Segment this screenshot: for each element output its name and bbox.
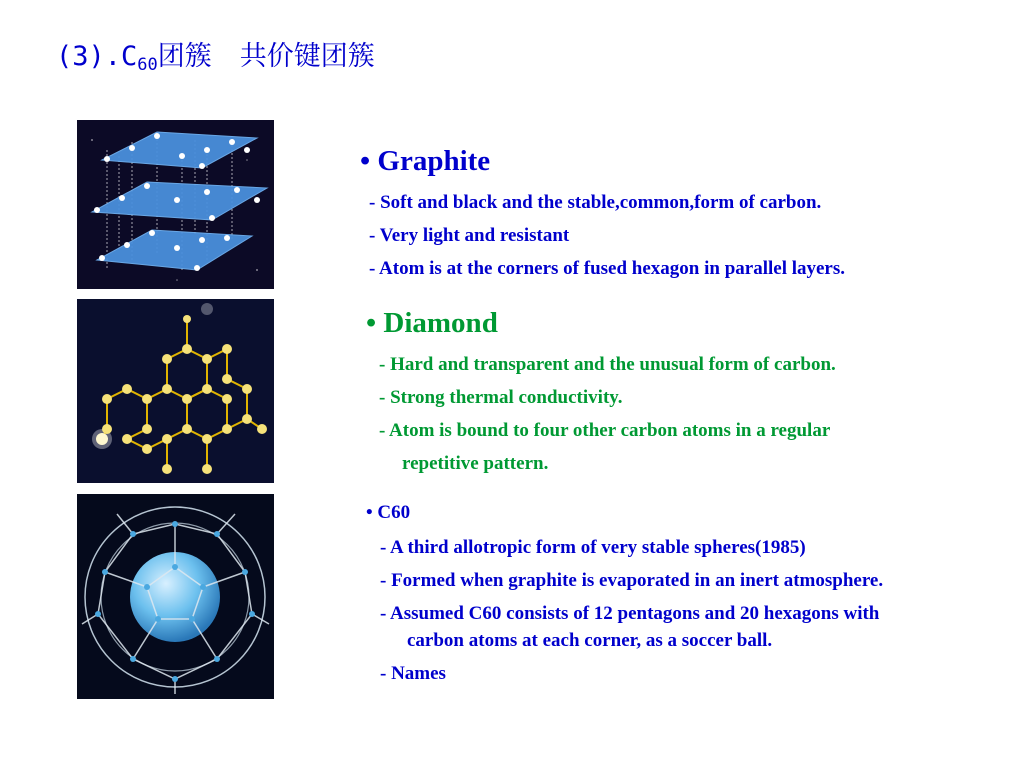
diamond-point-3: - Atom is bound to four other carbon atoms in a regular [379, 420, 831, 441]
diamond-point-1: - Hard and transparent and the unusual form of carbon. [379, 354, 836, 375]
graphite-point-1: - Soft and black and the stable,common,form of carbon. [369, 192, 822, 213]
graphite-point-2: - Very light and resistant [369, 225, 570, 246]
c60-point-3: - Assumed C60 consists of 12 pentagons and 20 hexagons with [380, 603, 880, 624]
diamond-structure-image [77, 299, 274, 483]
graphite-structure-image [77, 120, 274, 289]
c60-point-4: - Names [380, 663, 446, 684]
c60-fullerene-image [77, 494, 274, 699]
slide-title [56, 34, 375, 75]
diamond-point-3-continued: repetitive pattern. [402, 453, 549, 474]
c60-heading: • C60 [366, 502, 411, 523]
title-text-cluster: 团簇 [157, 41, 212, 72]
c60-point-3-continued: carbon atoms at each corner, as a soccer ball. [407, 630, 773, 651]
title-prefix: (3).C [56, 41, 138, 72]
diamond-heading: • Diamond [366, 307, 498, 339]
c60-point-2: - Formed when graphite is evaporated in an inert atmosphere. [380, 570, 884, 591]
graphite-point-3: - Atom is at the corners of fused hexagon in parallel layers. [369, 258, 846, 279]
title-subscript: 60 [137, 55, 158, 75]
title-text-covalent: 共价键团簇 [239, 41, 375, 72]
c60-point-1: - A third allotropic form of very stable spheres(1985) [380, 537, 806, 558]
graphite-heading: • Graphite [360, 145, 491, 177]
diamond-point-2: - Strong thermal conductivity. [379, 387, 623, 408]
